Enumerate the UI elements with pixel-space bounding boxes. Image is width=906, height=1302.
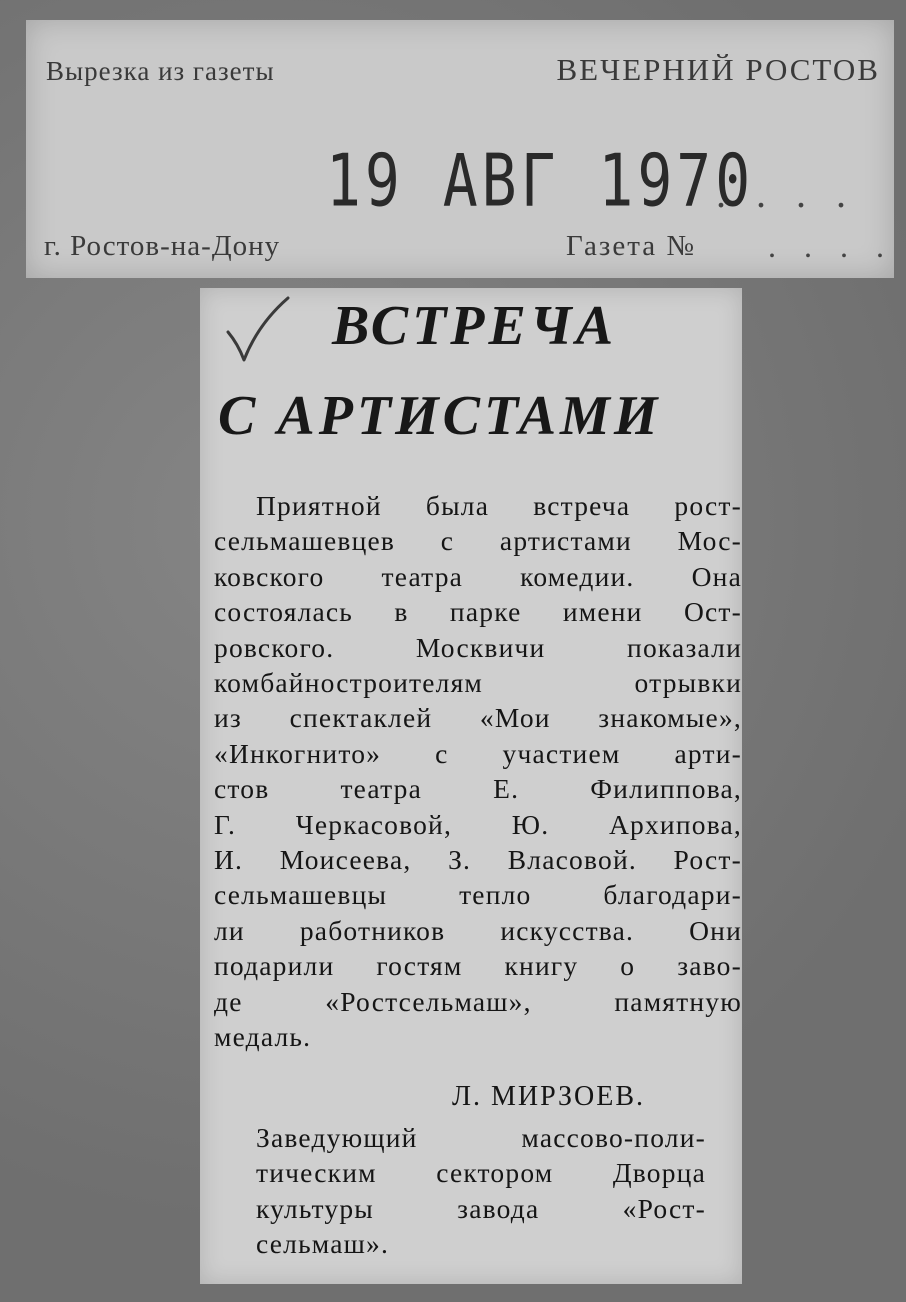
headline-line-2: С АРТИСТАМИ [218, 385, 662, 447]
author-signature: Л. МИРЗОЕВ. [452, 1081, 646, 1112]
stamp-city: г. Ростов-на-Дону [44, 230, 281, 262]
stamp-date-fill: . . . . [716, 171, 856, 216]
newspaper-clipping [200, 288, 742, 1284]
stamp-date: 19 АВГ 1970 [326, 138, 755, 223]
position-line: тическим сектором Дворца [256, 1157, 706, 1189]
stamp-gazeta-label: Газета № [566, 230, 697, 262]
body-line: ковского театра комедии. Она [214, 560, 742, 592]
headline-line-1: ВСТРЕЧА [332, 295, 618, 357]
position-line: культуры завода «Рост- [256, 1192, 706, 1224]
author-position [256, 1120, 706, 1262]
body-line: «Инкогнито» с участием арти- [214, 737, 742, 769]
stamp-clipping-label: Вырезка из газеты [46, 56, 275, 86]
body-line: ли работников искусства. Они [214, 914, 742, 946]
body-line: Приятной была встреча рост- [256, 490, 742, 521]
body-line: состоялась в парке имени Ост- [214, 596, 742, 628]
body-line: комбайностроителям отрывки [214, 667, 742, 699]
position-line: Заведующий массово-поли- [256, 1122, 706, 1153]
body-line: медаль. [214, 1021, 312, 1053]
body-line: И. Моисеева, З. Власовой. Рост- [214, 844, 742, 876]
body-line: стов театра Е. Филиппова, [214, 773, 742, 805]
body-line: сельмашевцев с артистами Мос- [214, 525, 742, 557]
article-body [214, 488, 742, 1055]
position-line: сельмаш». [256, 1228, 390, 1260]
stamp-newspaper-name: ВЕЧЕРНИЙ РОСТОВ [556, 52, 880, 87]
body-line: де «Ростсельмаш», памятную [214, 985, 742, 1017]
body-line: подарили гостям книгу о заво- [214, 950, 742, 982]
body-line: из спектаклей «Мои знакомые», [214, 702, 742, 734]
body-line: сельмашевцы тепло благодари- [214, 879, 742, 911]
body-line: ровского. Москвичи показали [214, 631, 742, 663]
body-line: Г. Черкасовой, Ю. Архипова, [214, 808, 742, 840]
checkmark-icon [224, 294, 294, 368]
stamp-gazeta-fill: . . . . [768, 228, 894, 264]
clipping-stamp-card [26, 20, 894, 278]
